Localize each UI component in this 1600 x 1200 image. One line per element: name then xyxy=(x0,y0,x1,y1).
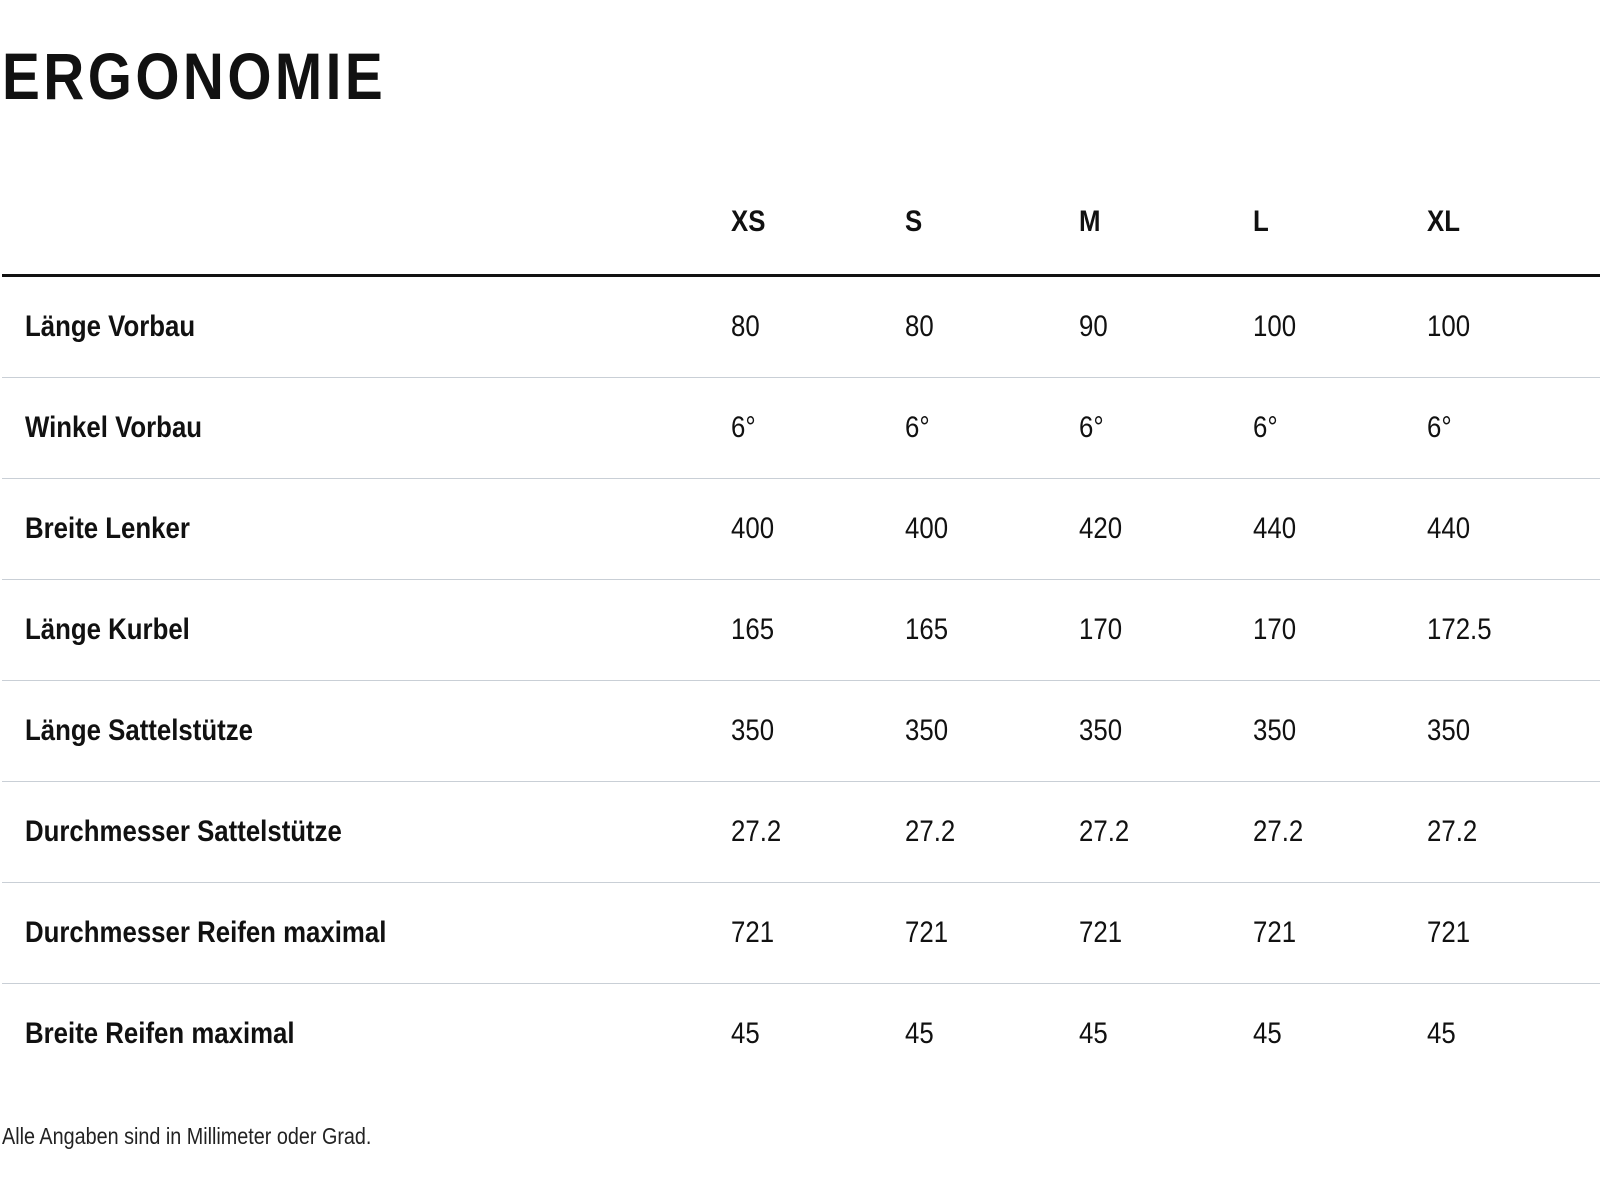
table-cell: 45 xyxy=(905,1017,934,1050)
table-row xyxy=(2,681,1600,782)
size-header-xl: XL xyxy=(1427,205,1460,238)
row-label: Breite Reifen maximal xyxy=(25,1017,295,1050)
table-cell: 440 xyxy=(1253,512,1297,545)
row-label: Länge Kurbel xyxy=(25,613,190,646)
row-label: Winkel Vorbau xyxy=(25,411,203,444)
table-cell: 45 xyxy=(1253,1017,1282,1050)
table-cell: 80 xyxy=(731,310,760,343)
table-cell: 400 xyxy=(905,512,949,545)
table-cell: 100 xyxy=(1427,310,1471,343)
table-row xyxy=(2,479,1600,580)
table-cell: 420 xyxy=(1079,512,1123,545)
table-cell: 45 xyxy=(1079,1017,1108,1050)
table-cell: 27.2 xyxy=(1079,815,1130,848)
row-label: Breite Lenker xyxy=(25,512,190,545)
table-row xyxy=(2,782,1600,883)
table-cell: 6° xyxy=(731,411,756,444)
table-cell: 721 xyxy=(905,916,949,949)
table-row xyxy=(2,883,1600,984)
table-row xyxy=(2,984,1600,1084)
table-cell: 721 xyxy=(1079,916,1123,949)
table-row xyxy=(2,277,1600,378)
table-cell: 721 xyxy=(1427,916,1471,949)
table-header-row xyxy=(2,176,1600,277)
row-label: Länge Sattelstütze xyxy=(25,714,253,747)
table-cell: 721 xyxy=(731,916,775,949)
table-cell: 27.2 xyxy=(905,815,956,848)
table-cell: 6° xyxy=(1079,411,1104,444)
table-cell: 165 xyxy=(905,613,949,646)
table-cell: 100 xyxy=(1253,310,1297,343)
table-cell: 27.2 xyxy=(731,815,782,848)
table-cell: 6° xyxy=(1253,411,1278,444)
table-cell: 170 xyxy=(1253,613,1297,646)
table-cell: 6° xyxy=(1427,411,1452,444)
row-label: Länge Vorbau xyxy=(25,310,196,343)
size-header-xs: XS xyxy=(731,205,766,238)
table-cell: 350 xyxy=(731,714,775,747)
geometry-table xyxy=(2,176,1600,1084)
table-cell: 27.2 xyxy=(1427,815,1478,848)
table-cell: 721 xyxy=(1253,916,1297,949)
table-row xyxy=(2,580,1600,681)
table-cell: 172.5 xyxy=(1427,613,1492,646)
table-cell: 440 xyxy=(1427,512,1471,545)
table-cell: 350 xyxy=(1079,714,1123,747)
row-label: Durchmesser Reifen maximal xyxy=(25,916,387,949)
table-cell: 45 xyxy=(731,1017,760,1050)
size-header-m: M xyxy=(1079,205,1101,238)
table-cell: 45 xyxy=(1427,1017,1456,1050)
table-cell: 170 xyxy=(1079,613,1123,646)
size-header-l: L xyxy=(1253,205,1269,238)
page-title: ERGONOMIE xyxy=(2,39,387,113)
table-cell: 350 xyxy=(1253,714,1297,747)
size-header-s: S xyxy=(905,205,923,238)
table-cell: 350 xyxy=(1427,714,1471,747)
row-label: Durchmesser Sattelstütze xyxy=(25,815,342,848)
table-cell: 6° xyxy=(905,411,930,444)
table-cell: 400 xyxy=(731,512,775,545)
table-cell: 350 xyxy=(905,714,949,747)
table-cell: 80 xyxy=(905,310,934,343)
table-cell: 27.2 xyxy=(1253,815,1304,848)
units-footnote: Alle Angaben sind in Millimeter oder Grad. xyxy=(2,1123,372,1149)
table-cell: 165 xyxy=(731,613,775,646)
table-cell: 90 xyxy=(1079,310,1108,343)
table-row xyxy=(2,378,1600,479)
